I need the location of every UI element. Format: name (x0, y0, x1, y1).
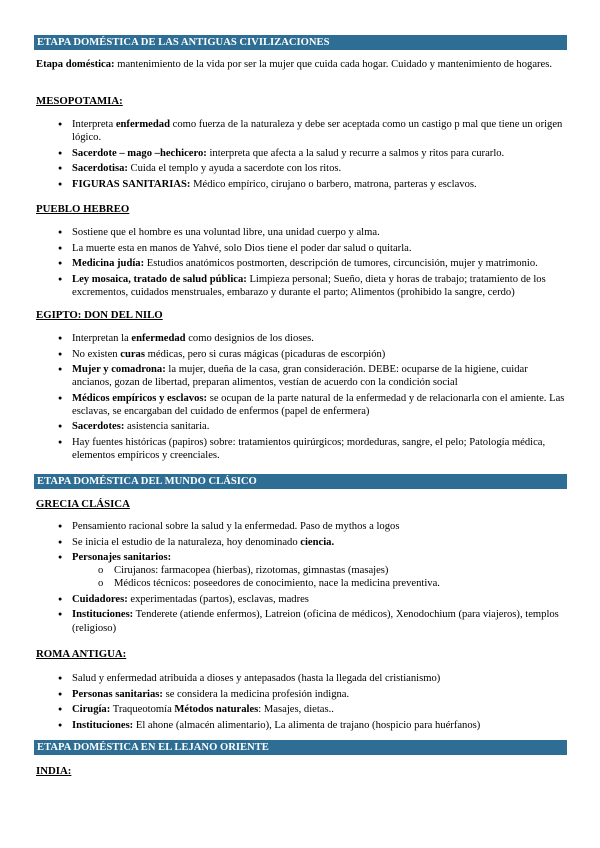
section-band-lejano-oriente (34, 740, 567, 755)
heading-mesopotamia: MESOPOTAMIA: (36, 95, 123, 107)
list-item: ● Médicos empíricos y esclavos: se ocupan de la parte natural de la enfermedad y de relacionarla con el amiente. Las esclavas, se encargaban del cuidado de enfermos (papel de enfermera) (60, 392, 566, 418)
list-item: ● Se inicia el estudio de la naturaleza, hoy denominado ciencia. (60, 536, 566, 549)
list-egipto (60, 332, 566, 465)
band-title: ETAPA DOMÉSTICA DE LAS ANTIGUAS CIVILIZACIONES (37, 37, 330, 48)
list-item: ● Salud y enfermedad atribuida a dioses y antepasados (hasta la llegada del cristianismo) (60, 672, 566, 685)
list-item: ● Personas sanitarias: se considera la medicina profesión indigna. (60, 688, 566, 701)
list-mesopotamia (60, 118, 566, 193)
list-item: ● No existen curas médicas, pero si curas mágicas (picaduras de escorpión) (60, 348, 566, 361)
list-item: ● Instituciones: El ahone (almacén alimentario), La alimenta de trajano (hospicio para huérfanos) (60, 719, 566, 732)
intro-text: mantenimiento de la vida por ser la mujer que cuida cada hogar. Cuidado y mantenimiento de hogares. (114, 59, 553, 70)
sublist-personajes (72, 564, 566, 590)
list-item: ● Interpretan la enfermedad como designios de los dioses. (60, 332, 566, 345)
list-item: ● Ley mosaica, tratado de salud pública: Limpieza personal; Sueño, dieta y horas de trabajo; tratamiento de los excrementos, cuidados menstruales, embarazo y durante el parto; Alimentos (prohibido la sangre, cerdo) (60, 273, 566, 299)
heading-grecia: GRECIA CLÁSICA (36, 498, 130, 510)
heading-roma: ROMA ANTIGUA: (36, 648, 127, 660)
list-item: ● Sacerdotisa: Cuida el templo y ayuda a sacerdote con los ritos. (60, 162, 566, 175)
intro-paragraph (36, 58, 566, 71)
list-item: ● La muerte esta en manos de Yahvé, solo Dios tiene el poder dar salud o quitarla. (60, 242, 566, 255)
sublist-item: o Médicos técnicos: poseedores de conocimiento, nace la medicina preventiva. (98, 577, 566, 590)
intro-term: Etapa doméstica: (36, 59, 115, 70)
heading-egipto: EGIPTO: DON DEL NILO (36, 309, 163, 321)
list-item: ● Medicina judía: Estudios anatómicos postmorten, descripción de tumores, circuncisión, mujer y matrimonio. (60, 257, 566, 270)
list-item: ● FIGURAS SANITARIAS: Médico empírico, cirujano o barbero, matrona, parteras y esclavos. (60, 178, 566, 191)
list-roma (60, 672, 566, 734)
list-item: ● Personajes sanitarios: o Cirujanos: farmacopea (hierbas), rizotomas, gimnastas (masajes) o Médicos técnicos: poseedores de conocimiento, nace la medicina preventiva. (60, 551, 566, 591)
heading-india: INDIA: (36, 765, 72, 777)
heading-pueblo-hebreo: PUEBLO HEBREO (36, 203, 130, 215)
list-item: ● Sostiene que el hombre es una voluntad libre, una unidad cuerpo y alma. (60, 226, 566, 239)
band-title: ETAPA DOMÉSTICA DEL MUNDO CLÁSICO (37, 476, 257, 487)
list-item: ● Cuidadores: experimentadas (partos), esclavas, madres (60, 593, 566, 606)
list-item: ● Pensamiento racional sobre la salud y la enfermedad. Paso de mythos a logos (60, 520, 566, 533)
section-band-mundo-clasico (34, 474, 567, 489)
list-item: ● Instituciones: Tenderete (atiende enfermos), Latreion (oficina de médicos), Xenodochium (para viajeros), templos (religioso) (60, 608, 566, 634)
sublist-item: o Cirujanos: farmacopea (hierbas), rizotomas, gimnastas (masajes) (98, 564, 566, 577)
list-hebreo (60, 226, 566, 301)
list-grecia (60, 520, 566, 637)
list-item: ● Mujer y comadrona: la mujer, dueña de la casa, gran consideración. DEBE: ocuparse de la higiene, cuidar ancianos, gozan de libertad, preparan alimentos, vestían de acuerdo con la condición social (60, 363, 566, 389)
list-item: ● Interpreta enfermedad como fuerza de la naturaleza y debe ser aceptada como un castigo p mal que tiene un origen lógico. (60, 118, 566, 144)
list-item: ● Hay fuentes históricas (papiros) sobre: tratamientos quirúrgicos; mordeduras, sangre, el pelo; Patología médica, elementos empíricos y creenciales. (60, 436, 566, 462)
list-item: ● Sacerdote – mago –hechicero: interpreta que afecta a la salud y recurre a salmos y ritos para curarlo. (60, 147, 566, 160)
band-title: ETAPA DOMÉSTICA EN EL LEJANO ORIENTE (37, 742, 269, 753)
list-item: ● Sacerdotes: asistencia sanitaria. (60, 420, 566, 433)
list-item: ● Cirugía: Traqueotomía Métodos naturales: Masajes, dietas.. (60, 703, 566, 716)
section-band-antiguas-civilizaciones (34, 35, 567, 50)
